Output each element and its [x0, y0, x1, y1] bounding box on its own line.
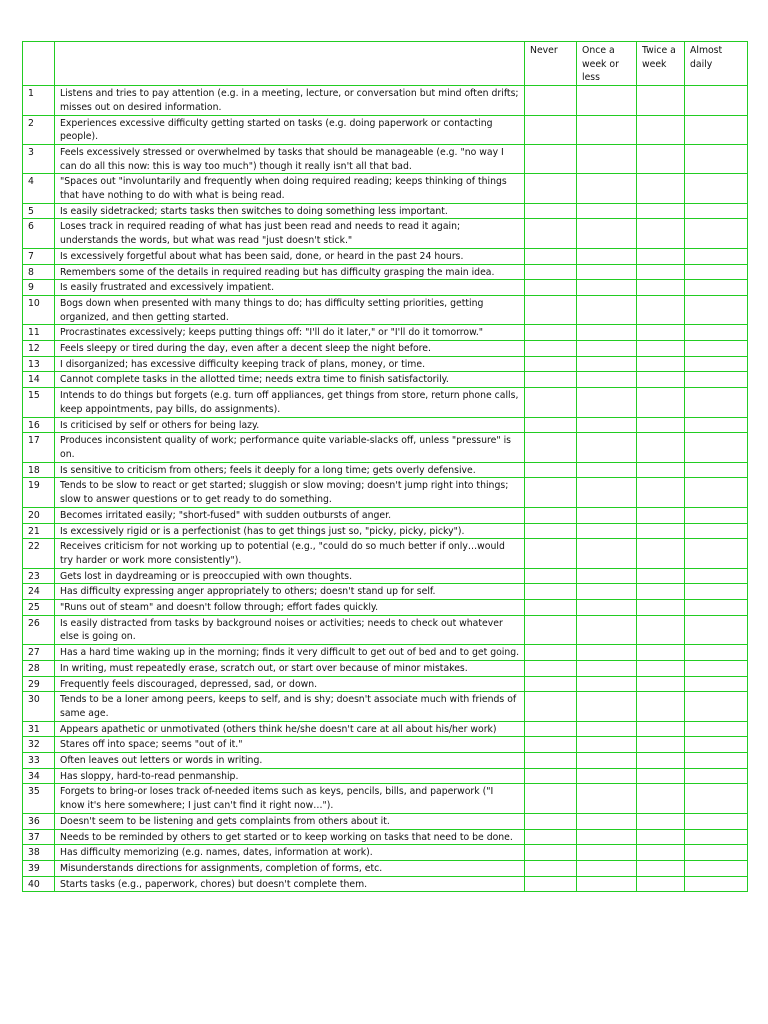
table-row [23, 280, 748, 296]
response-cell-twice-a-week[interactable] [637, 676, 685, 692]
item-statement: Misunderstands directions for assignments, completion of forms, etc. [55, 860, 525, 876]
response-cell-almost-daily[interactable] [685, 325, 748, 341]
response-cell-almost-daily[interactable] [685, 768, 748, 784]
response-cell-twice-a-week[interactable] [637, 692, 685, 721]
item-statement: Cannot complete tasks in the allotted time; needs extra time to finish satisfactorily. [55, 372, 525, 388]
response-cell-once-a-week-or-less[interactable] [577, 372, 637, 388]
response-cell-once-a-week-or-less[interactable] [577, 356, 637, 372]
response-cell-almost-daily[interactable] [685, 507, 748, 523]
response-cell-once-a-week-or-less[interactable] [577, 568, 637, 584]
response-cell-twice-a-week[interactable] [637, 523, 685, 539]
response-cell-never[interactable] [525, 264, 577, 280]
table-row [23, 144, 748, 173]
item-statement: Produces inconsistent quality of work; performance quite variable-slacks off, unless "pressure" is on. [55, 433, 525, 462]
response-cell-almost-daily[interactable] [685, 721, 748, 737]
item-statement: Has difficulty expressing anger appropriately to others; doesn't stand up for self. [55, 584, 525, 600]
response-cell-almost-daily[interactable] [685, 845, 748, 861]
response-cell-twice-a-week[interactable] [637, 645, 685, 661]
item-number: 13 [23, 356, 55, 372]
table-row [23, 660, 748, 676]
table-row [23, 219, 748, 248]
response-cell-never[interactable] [525, 219, 577, 248]
response-cell-almost-daily[interactable] [685, 645, 748, 661]
response-cell-never[interactable] [525, 829, 577, 845]
response-cell-never[interactable] [525, 325, 577, 341]
item-number: 40 [23, 876, 55, 892]
item-number: 31 [23, 721, 55, 737]
item-statement: Appears apathetic or unmotivated (others think he/she doesn't care at all about his/her work) [55, 721, 525, 737]
response-cell-never[interactable] [525, 584, 577, 600]
item-statement: Loses track in required reading of what has just been read and needs to read it again; understands the words, but what was read "just doesn't stick." [55, 219, 525, 248]
table-row [23, 813, 748, 829]
response-cell-twice-a-week[interactable] [637, 584, 685, 600]
item-statement: Is easily sidetracked; starts tasks then switches to doing something less important. [55, 203, 525, 219]
table-row [23, 784, 748, 813]
table-row [23, 721, 748, 737]
table-row [23, 203, 748, 219]
item-statement: In writing, must repeatedly erase, scratch out, or start over because of minor mistakes. [55, 660, 525, 676]
response-cell-twice-a-week[interactable] [637, 264, 685, 280]
response-cell-never[interactable] [525, 417, 577, 433]
response-cell-twice-a-week[interactable] [637, 325, 685, 341]
item-statement: Tends to be slow to react or get started; sluggish or slow moving; doesn't jump right into things; slow to answer questions or to get ready to do something. [55, 478, 525, 507]
response-cell-twice-a-week[interactable] [637, 600, 685, 616]
table-body [23, 86, 748, 892]
response-cell-never[interactable] [525, 341, 577, 357]
item-statement: Receives criticism for not working up to potential (e.g., "could do so much better if only…would try harder or work more consistently"). [55, 539, 525, 568]
response-cell-almost-daily[interactable] [685, 860, 748, 876]
header-twice-a-week: Twice a week [637, 42, 685, 86]
response-cell-once-a-week-or-less[interactable] [577, 768, 637, 784]
item-statement: Remembers some of the details in required reading but has difficulty grasping the main idea. [55, 264, 525, 280]
response-cell-twice-a-week[interactable] [637, 462, 685, 478]
response-cell-never[interactable] [525, 356, 577, 372]
response-cell-almost-daily[interactable] [685, 388, 748, 417]
response-cell-never[interactable] [525, 478, 577, 507]
response-cell-twice-a-week[interactable] [637, 295, 685, 324]
item-statement: Starts tasks (e.g., paperwork, chores) but doesn't complete them. [55, 876, 525, 892]
table-row [23, 600, 748, 616]
item-statement: Is criticised by self or others for being lazy. [55, 417, 525, 433]
item-number: 39 [23, 860, 55, 876]
table-row [23, 372, 748, 388]
response-cell-never[interactable] [525, 539, 577, 568]
table-row [23, 584, 748, 600]
item-number: 1 [23, 86, 55, 115]
response-cell-almost-daily[interactable] [685, 174, 748, 203]
questionnaire-sheet [22, 41, 747, 892]
item-number: 12 [23, 341, 55, 357]
item-number: 34 [23, 768, 55, 784]
table-row [23, 115, 748, 144]
item-number: 29 [23, 676, 55, 692]
response-cell-once-a-week-or-less[interactable] [577, 264, 637, 280]
item-number: 5 [23, 203, 55, 219]
table-row [23, 845, 748, 861]
response-cell-never[interactable] [525, 845, 577, 861]
response-cell-twice-a-week[interactable] [637, 203, 685, 219]
item-statement: Experiences excessive difficulty getting started on tasks (e.g. doing paperwork or contacting people). [55, 115, 525, 144]
response-cell-twice-a-week[interactable] [637, 280, 685, 296]
header-item [55, 42, 525, 86]
table-row [23, 248, 748, 264]
item-statement: "Spaces out "involuntarily and frequently when doing required reading; keeps thinking of things that have nothing to do with what is being read. [55, 174, 525, 203]
response-cell-never[interactable] [525, 174, 577, 203]
response-cell-once-a-week-or-less[interactable] [577, 248, 637, 264]
response-cell-once-a-week-or-less[interactable] [577, 737, 637, 753]
table-row [23, 768, 748, 784]
response-cell-once-a-week-or-less[interactable] [577, 523, 637, 539]
table-row [23, 295, 748, 324]
item-statement: Is easily frustrated and excessively impatient. [55, 280, 525, 296]
response-cell-almost-daily[interactable] [685, 692, 748, 721]
response-cell-never[interactable] [525, 737, 577, 753]
response-cell-twice-a-week[interactable] [637, 860, 685, 876]
table-row [23, 433, 748, 462]
response-cell-once-a-week-or-less[interactable] [577, 203, 637, 219]
item-statement: Has difficulty memorizing (e.g. names, dates, information at work). [55, 845, 525, 861]
response-cell-almost-daily[interactable] [685, 568, 748, 584]
response-cell-almost-daily[interactable] [685, 417, 748, 433]
item-number: 16 [23, 417, 55, 433]
table-row [23, 876, 748, 892]
item-number: 38 [23, 845, 55, 861]
item-statement: Feels excessively stressed or overwhelmed by tasks that should be manageable (e.g. "no way I can do all this now: this is way too much") though it really isn't all that bad. [55, 144, 525, 173]
item-number: 8 [23, 264, 55, 280]
response-cell-once-a-week-or-less[interactable] [577, 462, 637, 478]
response-cell-never[interactable] [525, 860, 577, 876]
response-cell-once-a-week-or-less[interactable] [577, 478, 637, 507]
response-cell-almost-daily[interactable] [685, 523, 748, 539]
item-statement: Needs to be reminded by others to get started or to keep working on tasks that need to be done. [55, 829, 525, 845]
item-statement: Stares off into space; seems "out of it." [55, 737, 525, 753]
header-row [23, 42, 748, 86]
response-cell-once-a-week-or-less[interactable] [577, 753, 637, 769]
response-cell-twice-a-week[interactable] [637, 660, 685, 676]
response-cell-once-a-week-or-less[interactable] [577, 584, 637, 600]
response-cell-once-a-week-or-less[interactable] [577, 280, 637, 296]
response-cell-once-a-week-or-less[interactable] [577, 341, 637, 357]
response-cell-once-a-week-or-less[interactable] [577, 721, 637, 737]
response-cell-twice-a-week[interactable] [637, 753, 685, 769]
item-number: 33 [23, 753, 55, 769]
response-cell-twice-a-week[interactable] [637, 478, 685, 507]
item-number: 9 [23, 280, 55, 296]
item-number: 20 [23, 507, 55, 523]
item-statement: Procrastinates excessively; keeps putting things off: "I'll do it later," or "I'll do it tomorrow." [55, 325, 525, 341]
table-row [23, 615, 748, 644]
response-cell-almost-daily[interactable] [685, 280, 748, 296]
response-cell-twice-a-week[interactable] [637, 845, 685, 861]
response-cell-almost-daily[interactable] [685, 248, 748, 264]
table-row [23, 737, 748, 753]
table-row [23, 388, 748, 417]
response-cell-twice-a-week[interactable] [637, 115, 685, 144]
response-cell-never[interactable] [525, 295, 577, 324]
response-cell-almost-daily[interactable] [685, 737, 748, 753]
response-cell-twice-a-week[interactable] [637, 568, 685, 584]
response-cell-twice-a-week[interactable] [637, 737, 685, 753]
item-number: 35 [23, 784, 55, 813]
response-cell-twice-a-week[interactable] [637, 507, 685, 523]
table-row [23, 478, 748, 507]
table-row [23, 356, 748, 372]
response-cell-almost-daily[interactable] [685, 753, 748, 769]
response-cell-once-a-week-or-less[interactable] [577, 813, 637, 829]
table-row [23, 676, 748, 692]
response-cell-once-a-week-or-less[interactable] [577, 645, 637, 661]
table-row [23, 692, 748, 721]
response-cell-almost-daily[interactable] [685, 660, 748, 676]
table-row [23, 568, 748, 584]
response-cell-once-a-week-or-less[interactable] [577, 325, 637, 341]
item-statement: "Runs out of steam" and doesn't follow through; effort fades quickly. [55, 600, 525, 616]
response-cell-never[interactable] [525, 813, 577, 829]
item-statement: Has a hard time waking up in the morning; finds it very difficult to get out of bed and to get going. [55, 645, 525, 661]
response-cell-once-a-week-or-less[interactable] [577, 144, 637, 173]
response-cell-twice-a-week[interactable] [637, 219, 685, 248]
item-number: 11 [23, 325, 55, 341]
item-statement: Is sensitive to criticism from others; feels it deeply for a long time; gets overly defensive. [55, 462, 525, 478]
item-number: 25 [23, 600, 55, 616]
item-number: 2 [23, 115, 55, 144]
item-statement: Frequently feels discouraged, depressed, sad, or down. [55, 676, 525, 692]
item-statement: Feels sleepy or tired during the day, even after a decent sleep the night before. [55, 341, 525, 357]
response-cell-almost-daily[interactable] [685, 478, 748, 507]
item-number: 4 [23, 174, 55, 203]
item-number: 30 [23, 692, 55, 721]
response-cell-once-a-week-or-less[interactable] [577, 539, 637, 568]
response-cell-once-a-week-or-less[interactable] [577, 174, 637, 203]
table-row [23, 860, 748, 876]
item-number: 14 [23, 372, 55, 388]
table-row [23, 462, 748, 478]
response-cell-almost-daily[interactable] [685, 219, 748, 248]
response-cell-twice-a-week[interactable] [637, 417, 685, 433]
header-once-a-week-or-less: Once a week or less [577, 42, 637, 86]
header-never: Never [525, 42, 577, 86]
item-statement: I disorganized; has excessive difficulty keeping track of plans, money, or time. [55, 356, 525, 372]
item-number: 28 [23, 660, 55, 676]
table-row [23, 325, 748, 341]
response-cell-twice-a-week[interactable] [637, 813, 685, 829]
response-cell-never[interactable] [525, 280, 577, 296]
item-statement: Forgets to bring-or loses track of-needed items such as keys, pencils, bills, and paperwork ("I know it's here somewhere; I just can't find it right now…"). [55, 784, 525, 813]
item-number: 6 [23, 219, 55, 248]
item-number: 15 [23, 388, 55, 417]
response-cell-never[interactable] [525, 507, 577, 523]
item-number: 27 [23, 645, 55, 661]
response-cell-almost-daily[interactable] [685, 876, 748, 892]
table-row [23, 539, 748, 568]
item-number: 26 [23, 615, 55, 644]
item-statement: Listens and tries to pay attention (e.g. in a meeting, lecture, or conversation but mind often drifts; misses out on desired information. [55, 86, 525, 115]
item-number: 32 [23, 737, 55, 753]
response-cell-once-a-week-or-less[interactable] [577, 692, 637, 721]
item-statement: Gets lost in daydreaming or is preoccupied with own thoughts. [55, 568, 525, 584]
item-statement: Is excessively rigid or is a perfectionist (has to get things just so, "picky, picky, picky"). [55, 523, 525, 539]
response-cell-once-a-week-or-less[interactable] [577, 876, 637, 892]
response-cell-never[interactable] [525, 615, 577, 644]
response-cell-once-a-week-or-less[interactable] [577, 784, 637, 813]
response-cell-once-a-week-or-less[interactable] [577, 860, 637, 876]
response-cell-twice-a-week[interactable] [637, 388, 685, 417]
response-cell-twice-a-week[interactable] [637, 433, 685, 462]
response-cell-once-a-week-or-less[interactable] [577, 388, 637, 417]
response-cell-twice-a-week[interactable] [637, 356, 685, 372]
table-row [23, 264, 748, 280]
response-cell-never[interactable] [525, 144, 577, 173]
response-cell-once-a-week-or-less[interactable] [577, 676, 637, 692]
header-number [23, 42, 55, 86]
response-cell-never[interactable] [525, 600, 577, 616]
response-cell-twice-a-week[interactable] [637, 86, 685, 115]
item-number: 21 [23, 523, 55, 539]
item-number: 19 [23, 478, 55, 507]
response-cell-never[interactable] [525, 676, 577, 692]
item-number: 18 [23, 462, 55, 478]
table-row [23, 753, 748, 769]
response-cell-twice-a-week[interactable] [637, 174, 685, 203]
table-row [23, 645, 748, 661]
response-cell-almost-daily[interactable] [685, 341, 748, 357]
response-cell-never[interactable] [525, 784, 577, 813]
item-statement: Becomes irritated easily; "short-fused" with sudden outbursts of anger. [55, 507, 525, 523]
response-cell-twice-a-week[interactable] [637, 784, 685, 813]
table-row [23, 829, 748, 845]
response-cell-twice-a-week[interactable] [637, 539, 685, 568]
response-cell-never[interactable] [525, 462, 577, 478]
response-cell-twice-a-week[interactable] [637, 341, 685, 357]
item-statement: Is excessively forgetful about what has been said, done, or heard in the past 24 hours. [55, 248, 525, 264]
response-cell-twice-a-week[interactable] [637, 829, 685, 845]
response-cell-twice-a-week[interactable] [637, 721, 685, 737]
response-cell-almost-daily[interactable] [685, 264, 748, 280]
response-cell-once-a-week-or-less[interactable] [577, 829, 637, 845]
response-cell-almost-daily[interactable] [685, 784, 748, 813]
response-cell-never[interactable] [525, 876, 577, 892]
table-row [23, 507, 748, 523]
item-statement: Tends to be a loner among peers, keeps to self, and is shy; doesn't associate much with friends of same age. [55, 692, 525, 721]
response-cell-once-a-week-or-less[interactable] [577, 219, 637, 248]
response-cell-never[interactable] [525, 645, 577, 661]
response-cell-twice-a-week[interactable] [637, 248, 685, 264]
response-cell-twice-a-week[interactable] [637, 768, 685, 784]
item-number: 24 [23, 584, 55, 600]
response-cell-almost-daily[interactable] [685, 615, 748, 644]
response-cell-almost-daily[interactable] [685, 115, 748, 144]
response-cell-never[interactable] [525, 753, 577, 769]
response-cell-almost-daily[interactable] [685, 539, 748, 568]
response-cell-twice-a-week[interactable] [637, 144, 685, 173]
response-cell-never[interactable] [525, 115, 577, 144]
item-statement: Often leaves out letters or words in writing. [55, 753, 525, 769]
header-almost-daily: Almost daily [685, 42, 748, 86]
response-cell-twice-a-week[interactable] [637, 876, 685, 892]
response-cell-almost-daily[interactable] [685, 462, 748, 478]
response-cell-once-a-week-or-less[interactable] [577, 433, 637, 462]
response-cell-almost-daily[interactable] [685, 600, 748, 616]
response-cell-once-a-week-or-less[interactable] [577, 115, 637, 144]
response-cell-almost-daily[interactable] [685, 295, 748, 324]
response-cell-once-a-week-or-less[interactable] [577, 600, 637, 616]
item-number: 36 [23, 813, 55, 829]
response-cell-once-a-week-or-less[interactable] [577, 295, 637, 324]
item-statement: Bogs down when presented with many things to do; has difficulty setting priorities, getting organized, and then getting started. [55, 295, 525, 324]
response-cell-almost-daily[interactable] [685, 584, 748, 600]
response-cell-once-a-week-or-less[interactable] [577, 417, 637, 433]
symptom-frequency-table [22, 41, 748, 892]
table-row [23, 417, 748, 433]
response-cell-never[interactable] [525, 86, 577, 115]
response-cell-twice-a-week[interactable] [637, 372, 685, 388]
response-cell-once-a-week-or-less[interactable] [577, 507, 637, 523]
item-number: 22 [23, 539, 55, 568]
item-statement: Doesn't seem to be listening and gets complaints from others about it. [55, 813, 525, 829]
response-cell-once-a-week-or-less[interactable] [577, 86, 637, 115]
response-cell-never[interactable] [525, 660, 577, 676]
response-cell-almost-daily[interactable] [685, 433, 748, 462]
item-number: 10 [23, 295, 55, 324]
response-cell-almost-daily[interactable] [685, 813, 748, 829]
table-row [23, 86, 748, 115]
item-statement: Is easily distracted from tasks by background noises or activities; needs to check out whatever else is going on. [55, 615, 525, 644]
response-cell-once-a-week-or-less[interactable] [577, 615, 637, 644]
item-number: 17 [23, 433, 55, 462]
response-cell-once-a-week-or-less[interactable] [577, 845, 637, 861]
response-cell-almost-daily[interactable] [685, 203, 748, 219]
response-cell-once-a-week-or-less[interactable] [577, 660, 637, 676]
response-cell-almost-daily[interactable] [685, 372, 748, 388]
item-statement: Has sloppy, hard-to-read penmanship. [55, 768, 525, 784]
response-cell-twice-a-week[interactable] [637, 615, 685, 644]
response-cell-never[interactable] [525, 568, 577, 584]
item-number: 3 [23, 144, 55, 173]
item-number: 7 [23, 248, 55, 264]
response-cell-never[interactable] [525, 203, 577, 219]
response-cell-never[interactable] [525, 692, 577, 721]
response-cell-never[interactable] [525, 523, 577, 539]
response-cell-never[interactable] [525, 248, 577, 264]
response-cell-never[interactable] [525, 372, 577, 388]
response-cell-almost-daily[interactable] [685, 356, 748, 372]
response-cell-never[interactable] [525, 433, 577, 462]
table-row [23, 523, 748, 539]
table-row [23, 174, 748, 203]
item-number: 37 [23, 829, 55, 845]
response-cell-almost-daily[interactable] [685, 86, 748, 115]
response-cell-almost-daily[interactable] [685, 144, 748, 173]
response-cell-almost-daily[interactable] [685, 676, 748, 692]
item-statement: Intends to do things but forgets (e.g. turn off appliances, get things from store, return phone calls, keep appointments, pay bills, do assignments). [55, 388, 525, 417]
response-cell-almost-daily[interactable] [685, 829, 748, 845]
response-cell-never[interactable] [525, 721, 577, 737]
table-row [23, 341, 748, 357]
response-cell-never[interactable] [525, 388, 577, 417]
response-cell-never[interactable] [525, 768, 577, 784]
item-number: 23 [23, 568, 55, 584]
